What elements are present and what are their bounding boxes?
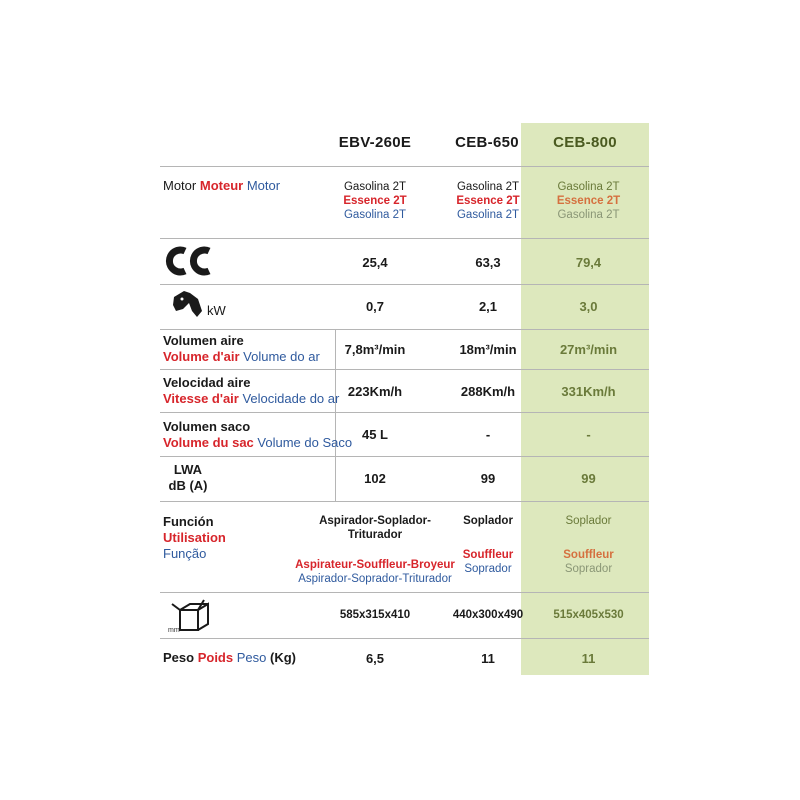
- value-es: Gasolina 2T: [343, 181, 406, 193]
- label-fr: Volume du sac: [163, 435, 254, 450]
- kw-value-ceb-800: 3,0: [579, 298, 598, 314]
- velocidad-aire-value-ceb-800: 331Km/h: [561, 383, 616, 399]
- value-pt: Gasolina 2T: [343, 209, 406, 221]
- value-pt: Aspirador-Soprador-Triturador: [298, 573, 452, 585]
- row-label-motor: [163, 178, 280, 194]
- dimensions-value-ceb-800: 515x405x530: [553, 609, 624, 621]
- funcion-value-ceb-650: [443, 514, 533, 576]
- volumen-aire-value-ceb-800: 27m³/min: [559, 341, 618, 357]
- dimensions-value-ceb-650: 440x300x490: [452, 609, 524, 621]
- horse-icon: [170, 289, 204, 321]
- funcion-value-ebv-260e: [295, 514, 455, 586]
- dimensions-value-ebv-260e: 585x315x410: [339, 609, 411, 621]
- value-fr: Essence 2T: [343, 195, 407, 207]
- peso-value-ceb-650: 11: [481, 650, 495, 666]
- velocidad-aire-value-ceb-650: 288Km/h: [460, 383, 516, 399]
- value-es: Gasolina 2T: [456, 181, 519, 193]
- value-es: Gasolina 2T: [557, 181, 620, 193]
- row-label-velocidad-aire: [163, 375, 339, 407]
- motor-value-ceb-650: [443, 176, 533, 226]
- label-pt: Peso: [236, 650, 267, 665]
- label-pt: Velocidade do ar: [242, 391, 340, 406]
- lwa-label-1: LWA: [173, 462, 203, 477]
- label-es: Volumen aire: [163, 333, 244, 348]
- cc-value-ceb-800: 79,4: [575, 254, 602, 270]
- column-header-ceb-800: CEB-800: [553, 133, 617, 151]
- peso-value-ebv-260e: 6,5: [365, 650, 385, 666]
- row-label-peso: [163, 650, 296, 666]
- value-fr: Essence 2T: [456, 195, 520, 207]
- label-es: Función: [163, 514, 214, 529]
- label-pt: Motor: [246, 178, 281, 193]
- lwa-value-ebv-260e: 102: [364, 470, 386, 486]
- value-es: Soplador: [565, 515, 612, 527]
- dimensions-unit: mm: [168, 627, 180, 634]
- funcion-value-ceb-800: [541, 514, 636, 576]
- motor-value-ebv-260e: [330, 176, 420, 226]
- peso-value-ceb-800: 11: [581, 650, 596, 666]
- label-es: Velocidad aire: [163, 375, 251, 390]
- label-es: Peso: [163, 650, 195, 665]
- row-label-funcion: [163, 514, 226, 562]
- value-pt: Soprador: [564, 563, 613, 575]
- label-fr: Utilisation: [163, 530, 226, 545]
- lwa-label-2: dB (A): [168, 478, 208, 493]
- value-fr: Aspirateur-Souffleur-Broyeur: [295, 559, 455, 571]
- label-fr: Moteur: [199, 178, 244, 193]
- value-fr: Souffleur: [563, 549, 614, 561]
- label-es: Motor: [163, 178, 197, 193]
- column-header-ebv-260e: EBV-260E: [338, 133, 412, 151]
- row-label-volumen-saco: [163, 419, 352, 451]
- cc-value-ceb-650: 63,3: [475, 254, 501, 270]
- cc-value-ebv-260e: 25,4: [362, 254, 388, 270]
- cc-icon: [164, 244, 216, 278]
- value-fr: Souffleur: [462, 549, 514, 561]
- value-pt: Gasolina 2T: [456, 209, 519, 221]
- label-es: Volumen saco: [163, 419, 251, 434]
- label-fr: Poids: [197, 650, 234, 665]
- label-pt: Função: [163, 546, 207, 561]
- lwa-value-ceb-800: 99: [581, 470, 596, 486]
- kw-label: kW: [207, 303, 226, 318]
- volumen-aire-value-ebv-260e: 7,8m³/min: [344, 341, 406, 357]
- volumen-aire-value-ceb-650: 18m³/min: [459, 341, 517, 357]
- label-fr: Volume d'air: [163, 349, 240, 364]
- label-unit: (Kg): [270, 650, 296, 665]
- row-label-volumen-aire: [163, 333, 320, 365]
- volumen-saco-value-ebv-260e: 45 L: [361, 426, 388, 442]
- kw-value-ceb-650: 2,1: [478, 298, 498, 314]
- label-pt: Volume do Saco: [257, 435, 353, 450]
- volumen-saco-value-ceb-650: -: [485, 426, 491, 442]
- volumen-saco-value-ceb-800: -: [586, 426, 591, 442]
- value-es: Soplador: [463, 515, 513, 527]
- lwa-value-ceb-650: 99: [480, 470, 496, 486]
- column-header-ceb-650: CEB-650: [455, 133, 519, 151]
- value-pt: Gasolina 2T: [557, 209, 620, 221]
- velocidad-aire-value-ebv-260e: 223Km/h: [347, 383, 403, 399]
- value-pt: Soprador: [464, 563, 512, 575]
- kw-value-ebv-260e: 0,7: [365, 298, 385, 314]
- value-fr: Essence 2T: [556, 195, 621, 207]
- value-es: Aspirador-Soplador-Triturador: [319, 515, 431, 541]
- label-pt: Volume do ar: [243, 349, 320, 364]
- label-fr: Vitesse d'air: [163, 391, 239, 406]
- row-label-lwa: [168, 462, 208, 494]
- motor-value-ceb-800: [541, 176, 636, 226]
